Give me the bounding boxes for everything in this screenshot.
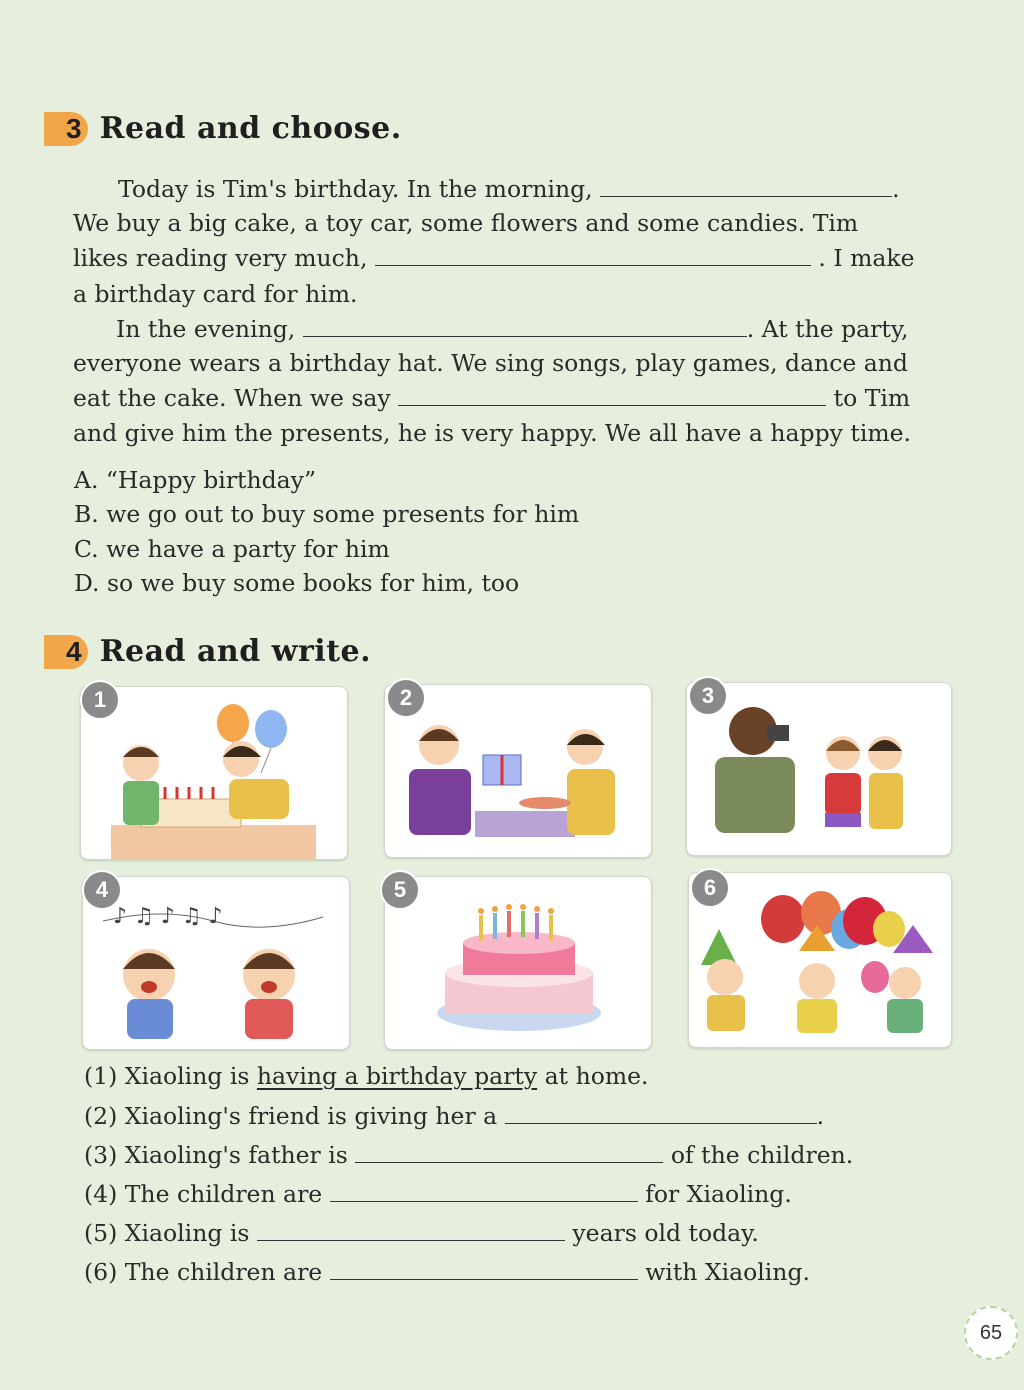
picture-2-number: 2 bbox=[386, 678, 426, 718]
question-text: at home. bbox=[544, 1062, 649, 1090]
passage-line bbox=[118, 174, 900, 204]
question-text: of the children. bbox=[670, 1141, 854, 1169]
section-4-title: Read and write. bbox=[99, 634, 372, 669]
svg-text:♪ ♫ ♪ ♫ ♪: ♪ ♫ ♪ ♫ ♪ bbox=[113, 904, 223, 929]
section-3-title: Read and choose. bbox=[99, 111, 402, 146]
example-answer: having a birthday party bbox=[256, 1062, 538, 1090]
passage-text: everyone wears a birthday hat. We sing songs, play games, dance and bbox=[73, 349, 908, 377]
question-3 bbox=[84, 1140, 853, 1169]
picture-6-number: 6 bbox=[690, 868, 730, 908]
party-balloons-icon bbox=[689, 873, 951, 1047]
question-text: (3) Xiaoling's father is bbox=[84, 1141, 348, 1169]
question-text: (1) Xiaoling is bbox=[84, 1062, 250, 1090]
passage-line bbox=[73, 348, 908, 378]
answer-blank[interactable] bbox=[303, 314, 747, 337]
answer-blank[interactable] bbox=[330, 1257, 638, 1280]
answer-blank[interactable] bbox=[600, 174, 892, 197]
picture-1-number: 1 bbox=[80, 680, 120, 720]
picture-4-number: 4 bbox=[82, 870, 122, 910]
passage-text: and give him the presents, he is very happy. We all have a happy time. bbox=[73, 419, 912, 447]
picture-6 bbox=[688, 872, 952, 1048]
question-1 bbox=[84, 1062, 649, 1090]
section-3-number: 3 bbox=[44, 112, 88, 146]
question-text: (5) Xiaoling is bbox=[84, 1219, 250, 1247]
passage-text: . bbox=[892, 175, 900, 203]
passage-line bbox=[73, 243, 915, 273]
question-text: for Xiaoling. bbox=[645, 1180, 792, 1208]
option-a: A. “Happy birthday” bbox=[74, 466, 316, 494]
picture-3-number: 3 bbox=[688, 676, 728, 716]
option-c: C. we have a party for him bbox=[74, 535, 390, 563]
picture-5 bbox=[384, 876, 652, 1050]
picture-5-number: 5 bbox=[380, 870, 420, 910]
option-d: D. so we buy some books for him, too bbox=[74, 569, 520, 597]
birthday-candles-icon bbox=[81, 687, 347, 859]
passage-line bbox=[73, 418, 911, 448]
passage-text: In the evening, bbox=[116, 315, 296, 343]
answer-blank[interactable] bbox=[330, 1179, 638, 1202]
question-text: with Xiaoling. bbox=[645, 1258, 810, 1286]
picture-2 bbox=[384, 684, 652, 858]
question-5 bbox=[84, 1218, 759, 1247]
passage-text: . I make bbox=[818, 244, 915, 272]
passage-text: to Tim bbox=[833, 384, 911, 412]
question-text: years old today. bbox=[572, 1219, 759, 1247]
question-4 bbox=[84, 1179, 792, 1208]
section-4-header bbox=[44, 634, 371, 669]
children-singing-icon bbox=[83, 877, 349, 1049]
option-b: B. we go out to buy some presents for him bbox=[74, 500, 580, 528]
passage-line bbox=[73, 279, 358, 309]
answer-blank[interactable] bbox=[355, 1140, 663, 1163]
question-text: (2) Xiaoling's friend is giving her a bbox=[84, 1102, 498, 1130]
picture-3 bbox=[686, 682, 952, 856]
question-text: (4) The children are bbox=[84, 1180, 323, 1208]
answer-blank[interactable] bbox=[398, 383, 826, 406]
answer-blank[interactable] bbox=[257, 1218, 565, 1241]
passage-text: Today is Tim's birthday. In the morning, bbox=[118, 175, 593, 203]
birthday-cake-icon bbox=[385, 877, 651, 1049]
passage-text: a birthday card for him. bbox=[73, 280, 358, 308]
passage-text: eat the cake. When we say bbox=[73, 384, 391, 412]
answer-blank[interactable] bbox=[375, 243, 811, 266]
passage-text: likes reading very much, bbox=[73, 244, 368, 272]
photo-taking-icon bbox=[687, 683, 951, 855]
question-text: (6) The children are bbox=[84, 1258, 323, 1286]
gift-giving-icon bbox=[385, 685, 651, 857]
passage-line bbox=[73, 208, 858, 238]
page-number: 65 bbox=[964, 1306, 1018, 1360]
passage-text: . At the party, bbox=[746, 315, 909, 343]
passage-line bbox=[116, 314, 908, 344]
passage-text: We buy a big cake, a toy car, some flowers and some candies. Tim bbox=[73, 209, 859, 237]
question-6 bbox=[84, 1257, 810, 1286]
question-text: . bbox=[816, 1102, 825, 1130]
question-2 bbox=[84, 1101, 824, 1130]
section-4-number: 4 bbox=[44, 635, 88, 669]
picture-1 bbox=[80, 686, 348, 860]
answer-blank[interactable] bbox=[505, 1101, 817, 1124]
picture-4 bbox=[82, 876, 350, 1050]
section-3-header bbox=[44, 111, 402, 146]
passage-line bbox=[73, 383, 910, 413]
